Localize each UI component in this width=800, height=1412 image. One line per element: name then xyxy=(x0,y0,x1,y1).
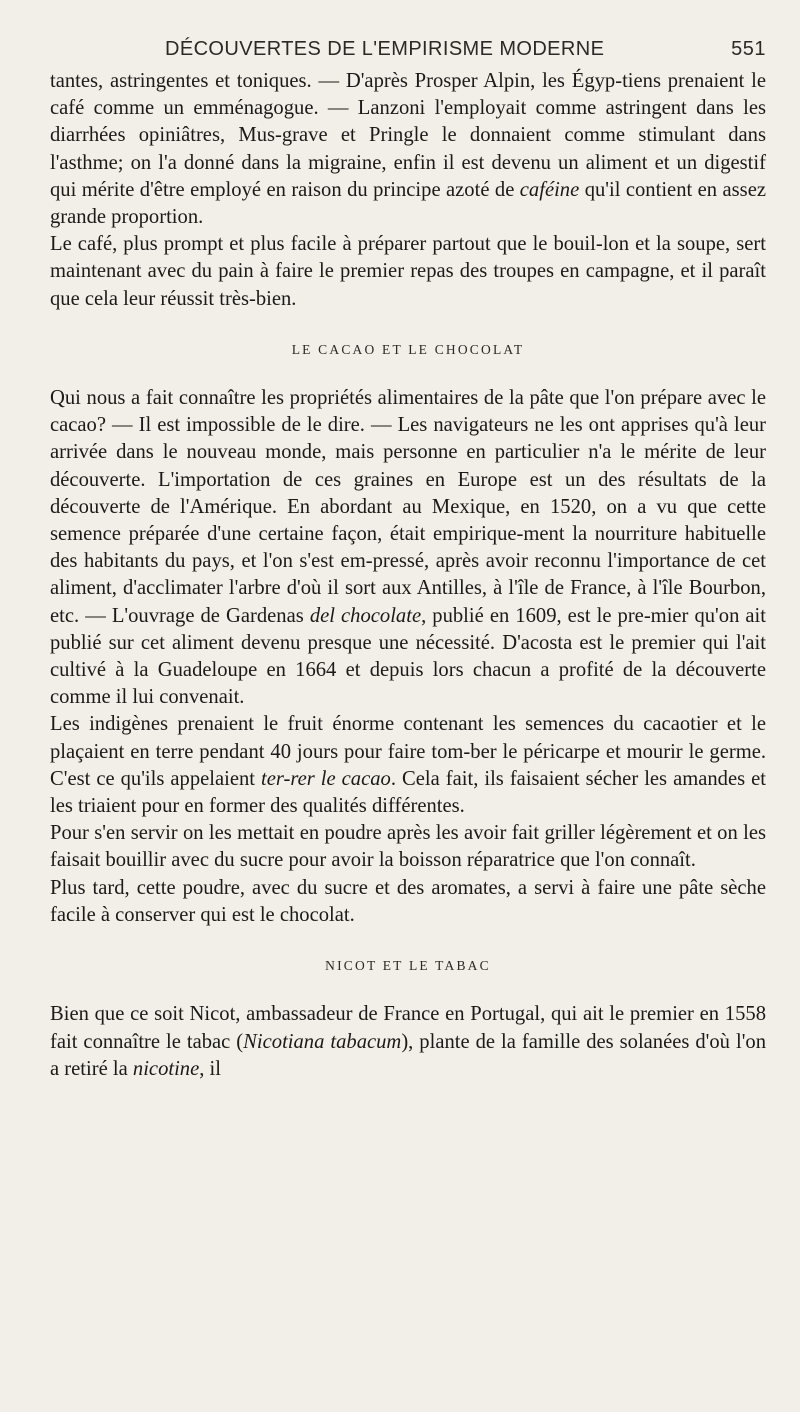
paragraph: Pour s'en servir on les mettait en poudre après les avoir fait griller légèrement et on les faisait bouillir avec du sucre pour avoir la boisson réparatrice que l'on connaît. xyxy=(50,822,766,872)
paragraph-text: , il xyxy=(199,1057,221,1080)
body-text xyxy=(50,68,766,1083)
italic-term: Nicotiana tabacum xyxy=(243,1030,402,1053)
italic-term: nicotine xyxy=(132,1057,200,1080)
page-number: 551 xyxy=(731,38,766,60)
paragraph xyxy=(50,711,766,820)
paragraph-text: , publié en 1609, est le pre-mier qu'on ait publié sur cet aliment devenu presque une nécessité. D'acosta est le premier qui l'ait cultivé à la Guadeloupe en 1664 et depuis lors chacun a profité de la découverte comme il lui convenait. xyxy=(50,604,766,709)
paragraph xyxy=(50,385,766,711)
paragraph: Le café, plus prompt et plus facile à préparer partout que le bouil-lon et la soupe, sert maintenant avec du pain à faire le premier repas des troupes en campagne, et il paraît que cela leur réussit très-bien. xyxy=(50,233,766,310)
paragraph-text: Qui nous a fait connaître les propriétés alimentaires de la pâte que l'on prépare avec le cacao? — Il est impossible de le dire. — Les navigateurs ne les ont apprises qu'à leur arrivée dans le nouveau monde, mais personne en particulier n'a le mérite de leur découverte. L'importation de ces graines en Europe est un des résultats de la découverte de l'Amérique. En abordant au Mexique, en 1520, on a vu que cette semence préparée d'une certaine façon, était empirique-ment la nourriture habituelle des habitants du pays, et l'on s'est em-pressé, après avoir reconnu l'importance de cet aliment, d'acclimater l'arbre d'où il sort aux Antilles, à l'île de France, à l'île Bourbon, etc. — L'ouvrage de Gardenas xyxy=(50,387,766,627)
italic-term: caféine xyxy=(519,178,580,201)
paragraph xyxy=(50,1001,766,1083)
section-heading-cacao: LE CACAO ET LE CHOCOLAT xyxy=(291,341,525,357)
running-head xyxy=(50,28,766,64)
paragraph xyxy=(50,68,766,231)
italic-term: del chocolate xyxy=(309,604,422,627)
italic-term: ter-rer le cacao xyxy=(261,767,391,790)
paragraph-text: Bien que ce soit Nicot, ambassadeur de France en Portugal, qui ait le premier en 1558 fait connaître le tabac ( xyxy=(50,1003,766,1053)
paragraph-text: ), plante de la famille des solanées d'où l'on a retiré la xyxy=(50,1030,766,1080)
paragraph-text: Les indigènes prenaient le fruit énorme contenant les semences du cacaotier et le plaçaient en terre pendant 40 jours pour faire tom-ber le péricarpe et mourir le germe. C'est ce qu'ils appelaient xyxy=(50,713,766,790)
paragraph: Plus tard, cette poudre, avec du sucre et des aromates, a servi à faire une pâte sèche facile à conserver qui est le chocolat. xyxy=(50,876,766,926)
paragraph-text: qu'il contient en assez grande proportion. xyxy=(50,178,766,229)
section-heading-tabac: NICOT ET LE TABAC xyxy=(325,958,491,974)
running-title: DÉCOUVERTES DE L'EMPIRISME MODERNE xyxy=(165,38,605,60)
paragraph-text: tantes, astringentes et toniques. — D'après Prosper Alpin, les Égyp-tiens prenaient le café comme un emménagogue. — Lanzoni l'employait comme astringent dans les diarrhées opiniâtres, Mus-grave et Pringle le donnaient comme stimulant dans l'asthme; on l'a donné dans la migraine, enfin il est devenu un aliment et un digestif qui mérite d'être employé en raison du principe azoté de xyxy=(50,70,766,201)
paragraph-text: . Cela fait, ils faisaient sécher les amandes et les triaient pour en former des qualités différentes. xyxy=(50,767,766,818)
